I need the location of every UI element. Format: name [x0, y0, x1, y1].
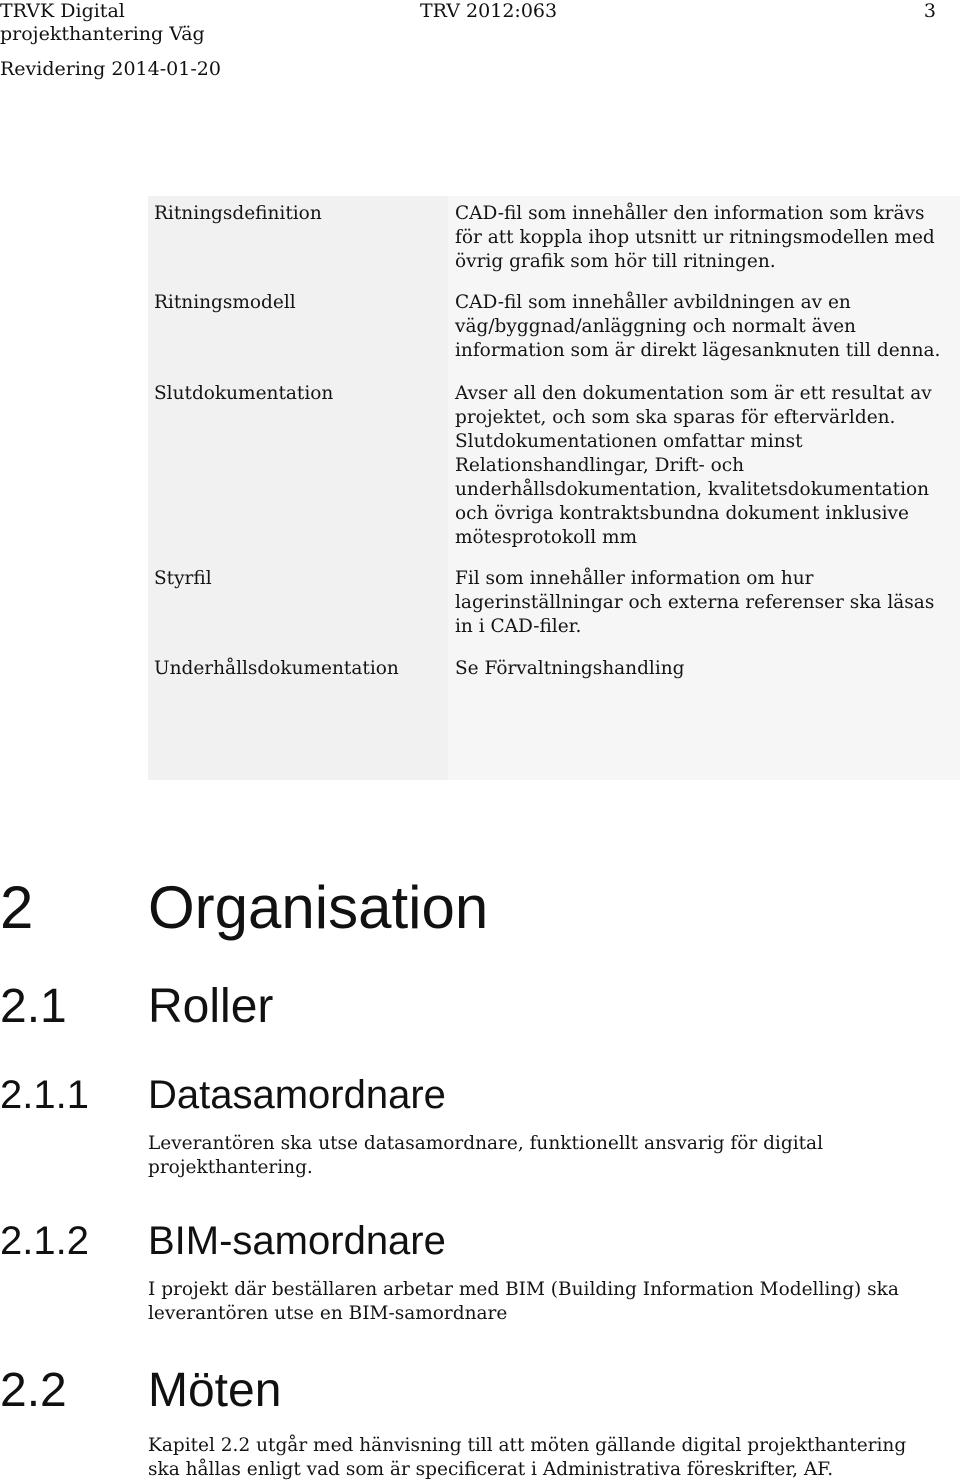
section-body: Leverantören ska utse datasamordnare, funktionellt ansvarig för digital projekthantering. [148, 1133, 823, 1178]
section-number: 2 [0, 874, 34, 941]
glossary-definition: CAD-fil som innehåller avbildningen av en väg/byggnad/anläggning och normalt även information som är direkt lägesanknuten till denna. [455, 292, 941, 361]
header-org-line2: projekthantering Väg [0, 23, 205, 45]
page-number: 3 [923, 0, 936, 22]
glossary-definition: Fil som innehåller information om hur lagerinställningar och externa referenser ska läsas in i CAD-filer. [455, 568, 935, 637]
section-title: BIM-samordnare [148, 1219, 446, 1263]
glossary-table [148, 196, 960, 780]
glossary-term: Ritningsmodell [154, 292, 296, 313]
glossary-term: Slutdokumentation [154, 383, 334, 404]
header-doc-id: TRV 2012:063 [420, 0, 558, 22]
header-org-line1: TRVK Digital [0, 0, 125, 22]
glossary-definition: Avser all den dokumentation som är ett resultat av projektet, och som ska sparas för eftervärlden. Slutdokumentationen omfattar minst Relationshandlingar, Drift- och underhållsdokumentation, kvalitetsdokumentation och övriga kontraktsbundna dokument inklusive mötesprotokoll mm [455, 383, 932, 548]
section-body: I projekt där beställaren arbetar med BIM (Building Information Modelling) ska leverantören utse en BIM-samordnare [148, 1279, 899, 1324]
glossary-definition: Se Förvaltningshandling [455, 658, 685, 679]
section-title: Datasamordnare [148, 1073, 446, 1117]
glossary-term: Styrfil [154, 568, 212, 589]
glossary-definition: CAD-fil som innehåller den information som krävs för att koppla ihop utsnitt ur ritningsmodellen med övrig grafik som hör till ritningen. [455, 203, 935, 272]
header-revision: Revidering 2014-01-20 [0, 58, 221, 80]
header-left [0, 0, 300, 81]
section-number: 2.1 [0, 980, 67, 1033]
section-title: Möten [148, 1364, 282, 1417]
section-number: 2.1.2 [0, 1219, 89, 1263]
section-title: Roller [148, 980, 274, 1033]
glossary-term: Underhållsdokumentation [154, 658, 399, 679]
section-number: 2.2 [0, 1364, 67, 1417]
section-number: 2.1.1 [0, 1073, 89, 1117]
glossary-term: Ritningsdefinition [154, 203, 322, 224]
section-title: Organisation [148, 874, 489, 941]
section-body: Kapitel 2.2 utgår med hänvisning till att möten gällande digital projekthantering ska hållas enligt vad som är specificerat i Administrativa föreskrifter, AF. [148, 1435, 907, 1480]
